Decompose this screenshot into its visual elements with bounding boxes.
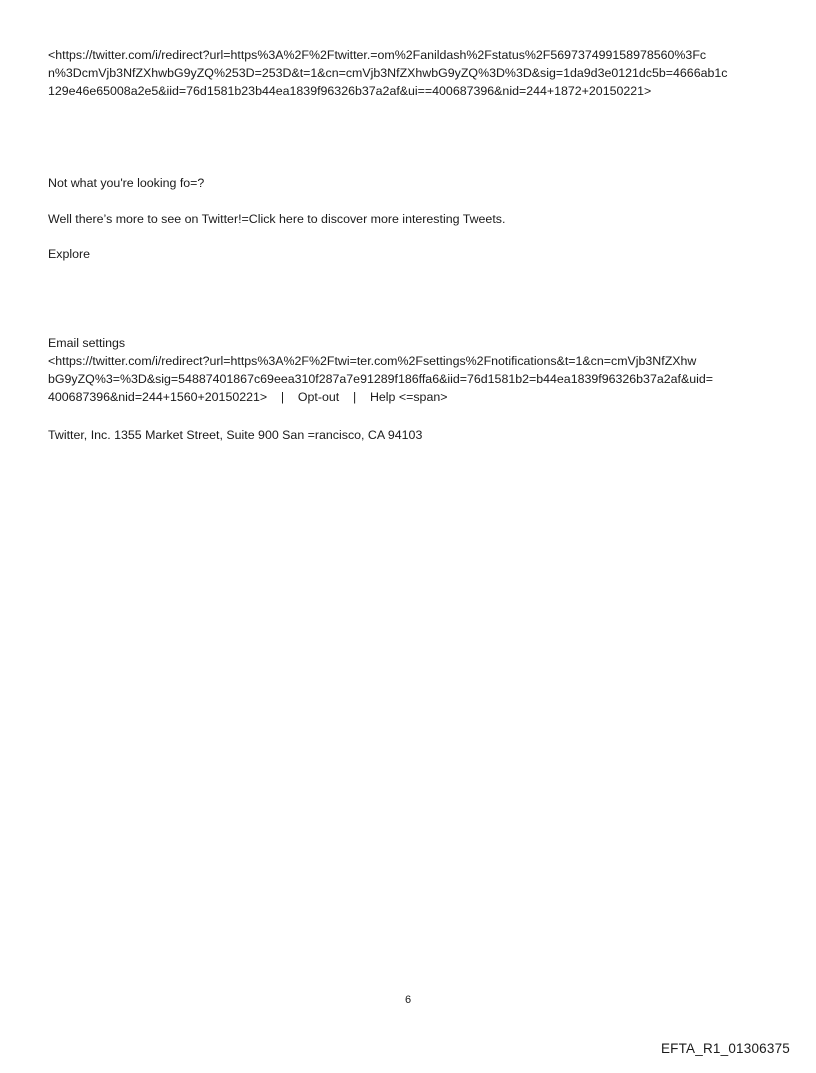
more-to-see-paragraph [48, 210, 778, 228]
settings-url-line: 400687396&nid=244+1560+20150221> | Opt-out | Help <=span> [48, 390, 448, 404]
redirect-url-line: 129e46e65008a2e5&iid=76d1581b23b44ea1839f96326b37a2af&ui==400687396&nid=244+1872+20150221> [48, 84, 652, 98]
not-what-paragraph [48, 174, 778, 192]
address-paragraph [48, 426, 778, 444]
redirect-url-line: n%3DcmVjb3NfZXhwbG9yZQ%253D=253D&t=1&cn=cmVjb3NfZXhwbG9yZQ%3D%3D&sig=1da9d3e0121dc5b=4666ab1c [48, 66, 728, 80]
not-what-text: Not what you're looking fo=? [48, 176, 205, 190]
explore-paragraph [48, 245, 778, 263]
email-settings-block [48, 334, 778, 406]
email-settings-label: Email settings [48, 336, 126, 350]
company-address: Twitter, Inc. 1355 Market Street, Suite 900 San =rancisco, CA 94103 [48, 428, 423, 442]
settings-url-line: <https://twitter.com/i/redirect?url=https%3A%2F%2Ftwi=ter.com%2Fsettings%2Fnotifications&t=1&cn=cmVjb3NfZXhw [48, 354, 697, 368]
document-id: EFTA_R1_01306375 [660, 1041, 790, 1056]
page-number: 6 [404, 994, 412, 1006]
settings-url-line: bG9yZQ%3=%3D&sig=54887401867c69eea310f287a7e91289f186ffa6&iid=76d1581b2=b44ea1839f96326b37a2af&uid= [48, 372, 713, 386]
more-to-see-text: Well there’s more to see on Twitter!=Click here to discover more interesting Tweets. [48, 212, 506, 226]
explore-text: Explore [48, 247, 91, 261]
redirect-url-line: <https://twitter.com/i/redirect?url=https%3A%2F%2Ftwitter.=om%2Fanildash%2Fstatus%2F569737499158978560%3Fc [48, 48, 707, 62]
tweet-redirect-url-block [48, 46, 778, 100]
